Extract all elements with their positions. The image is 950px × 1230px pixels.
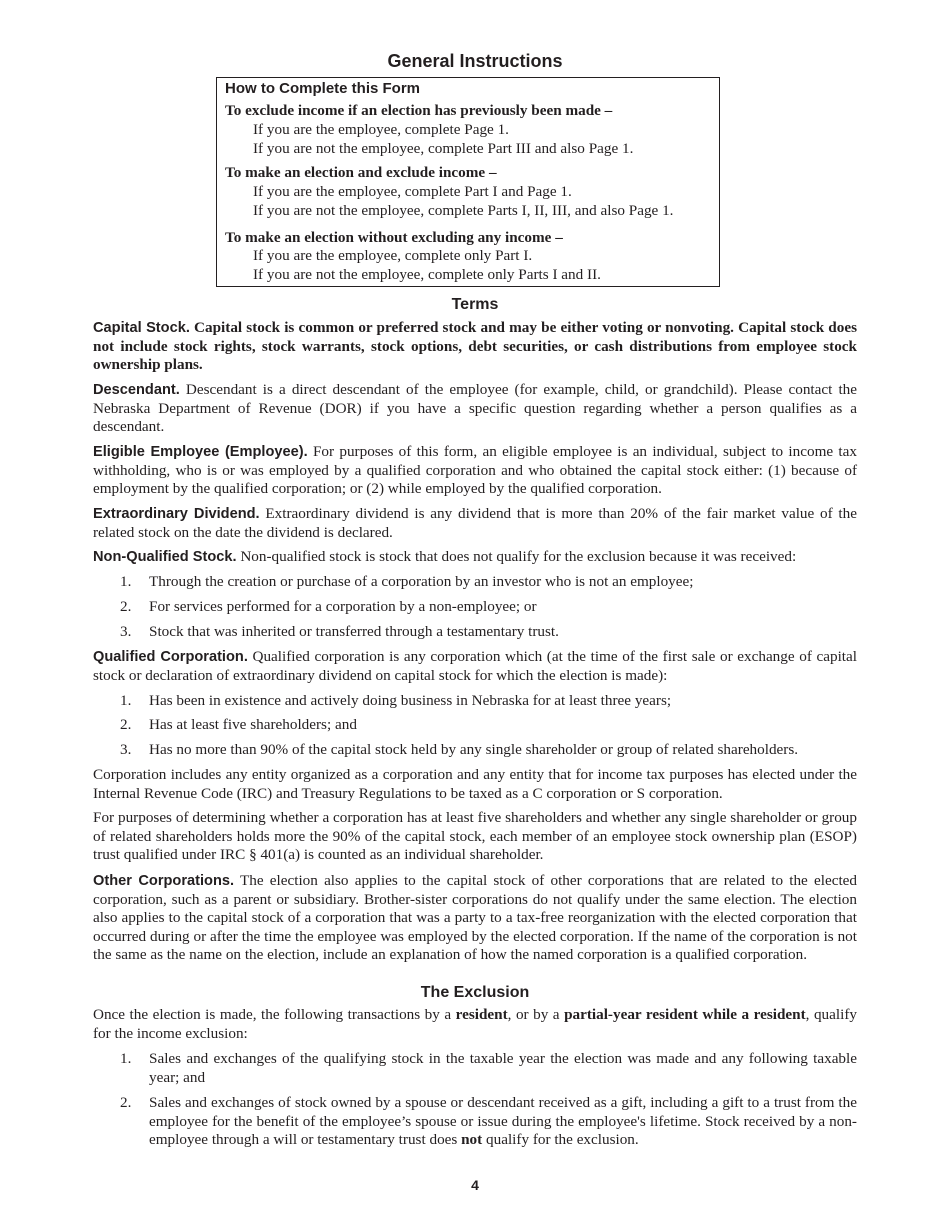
term-capital-stock: [93, 319, 857, 375]
list-text: Has no more than 90% of the capital stock held by any single shareholder or group of related shareholders.: [149, 741, 799, 758]
term-label: Qualified Corporation.: [93, 649, 248, 665]
howto-line: If you are not the employee, complete Parts I, II, III, and also Page 1.: [253, 202, 674, 219]
list-number: 1.: [120, 692, 132, 709]
esop-paragraph: For purposes of determining whether a corporation has at least five shareholders and whether any single shareholder or group of related shareholders holds more the 90% of the capital stock, each member of an employee stock ownership plan (ESOP) trust qualified under IRC § 401(a) is counted as an individual shareholder.: [93, 809, 857, 864]
list-number: 1.: [120, 1050, 132, 1067]
list-text: [149, 1094, 857, 1150]
list-text: Has been in existence and actively doing business in Nebraska for at least three years;: [149, 692, 672, 709]
exclusion-intro-text: , or by a: [507, 1006, 565, 1023]
howto-line: If you are not the employee, complete only Parts I and II.: [253, 266, 601, 283]
term-label: Other Corporations.: [93, 873, 235, 889]
howto-line: If you are the employee, complete Page 1.: [253, 121, 509, 138]
terms-heading: Terms: [451, 296, 499, 313]
term-definition: Descendant is a direct descendant of the employee (for example, child, or grandchild). Please contact the Nebraska Department of Revenue (DOR) if you have a specific question regarding whether a person qualifies as a descendant.: [93, 381, 857, 436]
exclusion-intro: [93, 1006, 857, 1043]
term-definition: Extraordinary dividend is any dividend that is more than 20% of the fair market value of the related stock on the date the dividend is declared.: [93, 505, 857, 541]
exclusion-resident: resident: [455, 1006, 508, 1023]
list-number: 1.: [120, 573, 132, 590]
list-number: 2.: [120, 716, 132, 733]
corporation-includes-paragraph: Corporation includes any entity organized as a corporation and any entity that for income tax purposes has elected under the Internal Revenue Code (IRC) and Treasury Regulations to be taxed as a C corporation or S corporation.: [93, 766, 857, 802]
term-label: Extraordinary Dividend.: [93, 506, 260, 522]
howto-line: If you are the employee, complete only Part I.: [253, 247, 533, 264]
term-descendant: [93, 381, 857, 437]
term-label: Capital Stock.: [93, 320, 190, 336]
term-other-corporations: [93, 872, 857, 965]
term-definition: The election also applies to the capital stock of other corporations that are related to the elected corporation, such as a parent or subsidiary. Brother-sister corporations do not qualify under the same election. The election also applies to the capital stock of a corporation that was a party to a tax-free reorganization with the elected corporation that occurred during or after the time the employee was employed by the elected corporation. If the name of the corporation is not the same as the name on the election, include an explanation of how the named corporation is a qualified corporation.: [93, 872, 857, 964]
list-text: Stock that was inherited or transferred through a testamentary trust.: [149, 623, 559, 640]
list-number: 2.: [120, 598, 132, 615]
term-extraordinary-dividend: [93, 505, 857, 542]
page-number: 4: [471, 1177, 479, 1193]
term-label: Eligible Employee (Employee).: [93, 444, 308, 460]
exclusion-partial-year-resident: partial-year resident while a resident: [564, 1006, 806, 1023]
howto-section-heading: To make an election and exclude income –: [225, 164, 497, 181]
exclusion-intro-text: Once the election is made, the following transactions by a: [93, 1006, 456, 1023]
exclusion-intro-text: , qualify for the income exclusion:: [93, 1006, 857, 1042]
list-text-part: qualify for the exclusion.: [482, 1131, 639, 1149]
list-text: Through the creation or purchase of a corporation by an investor who is not an employee;: [149, 573, 694, 590]
term-non-qualified-stock: [93, 548, 857, 567]
term-definition: Qualified corporation is any corporation which (at the time of the first sale or exchange of capital stock or declaration of extraordinary dividend on capital stock for which the election is made):: [93, 648, 857, 684]
list-text: Has at least five shareholders; and: [149, 716, 357, 733]
list-number: 3.: [120, 623, 132, 640]
term-definition: Capital stock is common or preferred stock and may be either voting or nonvoting. Capital stock does not include stock rights, stock warrants, stock options, debt securities, or cash distributions from employee stock ownership plans.: [93, 319, 857, 374]
list-text: For services performed for a corporation by a non-employee; or: [149, 598, 537, 615]
term-eligible-employee: [93, 443, 857, 499]
howto-line: If you are the employee, complete Part I and Page 1.: [253, 183, 572, 200]
term-label: Non-Qualified Stock.: [93, 549, 237, 565]
emphasis-not: not: [461, 1131, 483, 1149]
howto-line: If you are not the employee, complete Part III and also Page 1.: [253, 140, 634, 157]
list-text: Sales and exchanges of the qualifying stock in the taxable year the election was made and any following taxable year; and: [149, 1050, 857, 1086]
term-definition: Non-qualified stock is stock that does not qualify for the exclusion because it was received:: [236, 548, 797, 565]
howto-section-heading: To exclude income if an election has previously been made –: [225, 102, 613, 119]
howto-section-heading: To make an election without excluding any income –: [225, 229, 563, 246]
how-to-complete-box: [216, 77, 720, 287]
exclusion-heading: The Exclusion: [420, 984, 530, 1001]
term-qualified-corporation: [93, 648, 857, 685]
page-title: General Instructions: [387, 51, 563, 71]
list-number: 2.: [120, 1094, 132, 1111]
term-label: Descendant.: [93, 382, 180, 398]
list-number: 3.: [120, 741, 132, 758]
list-text-part: Sales and exchanges of stock owned by a spouse or descendant received as a gift, including a gift to a trust from the employee for the benefit of the employee’s spouse or issue during the employee's lifetime. Stock received by a non-employee through a will or testamentary trust does: [149, 1094, 857, 1149]
term-definition: For purposes of this form, an eligible employee is an individual, subject to income tax withholding, who is or was employed by a qualified corporation and who obtained the capital stock either: (1) because of employment by the qualified corporation; or (2) while employed by the qualified corporation.: [93, 443, 857, 498]
howto-title: How to Complete this Form: [225, 80, 420, 97]
